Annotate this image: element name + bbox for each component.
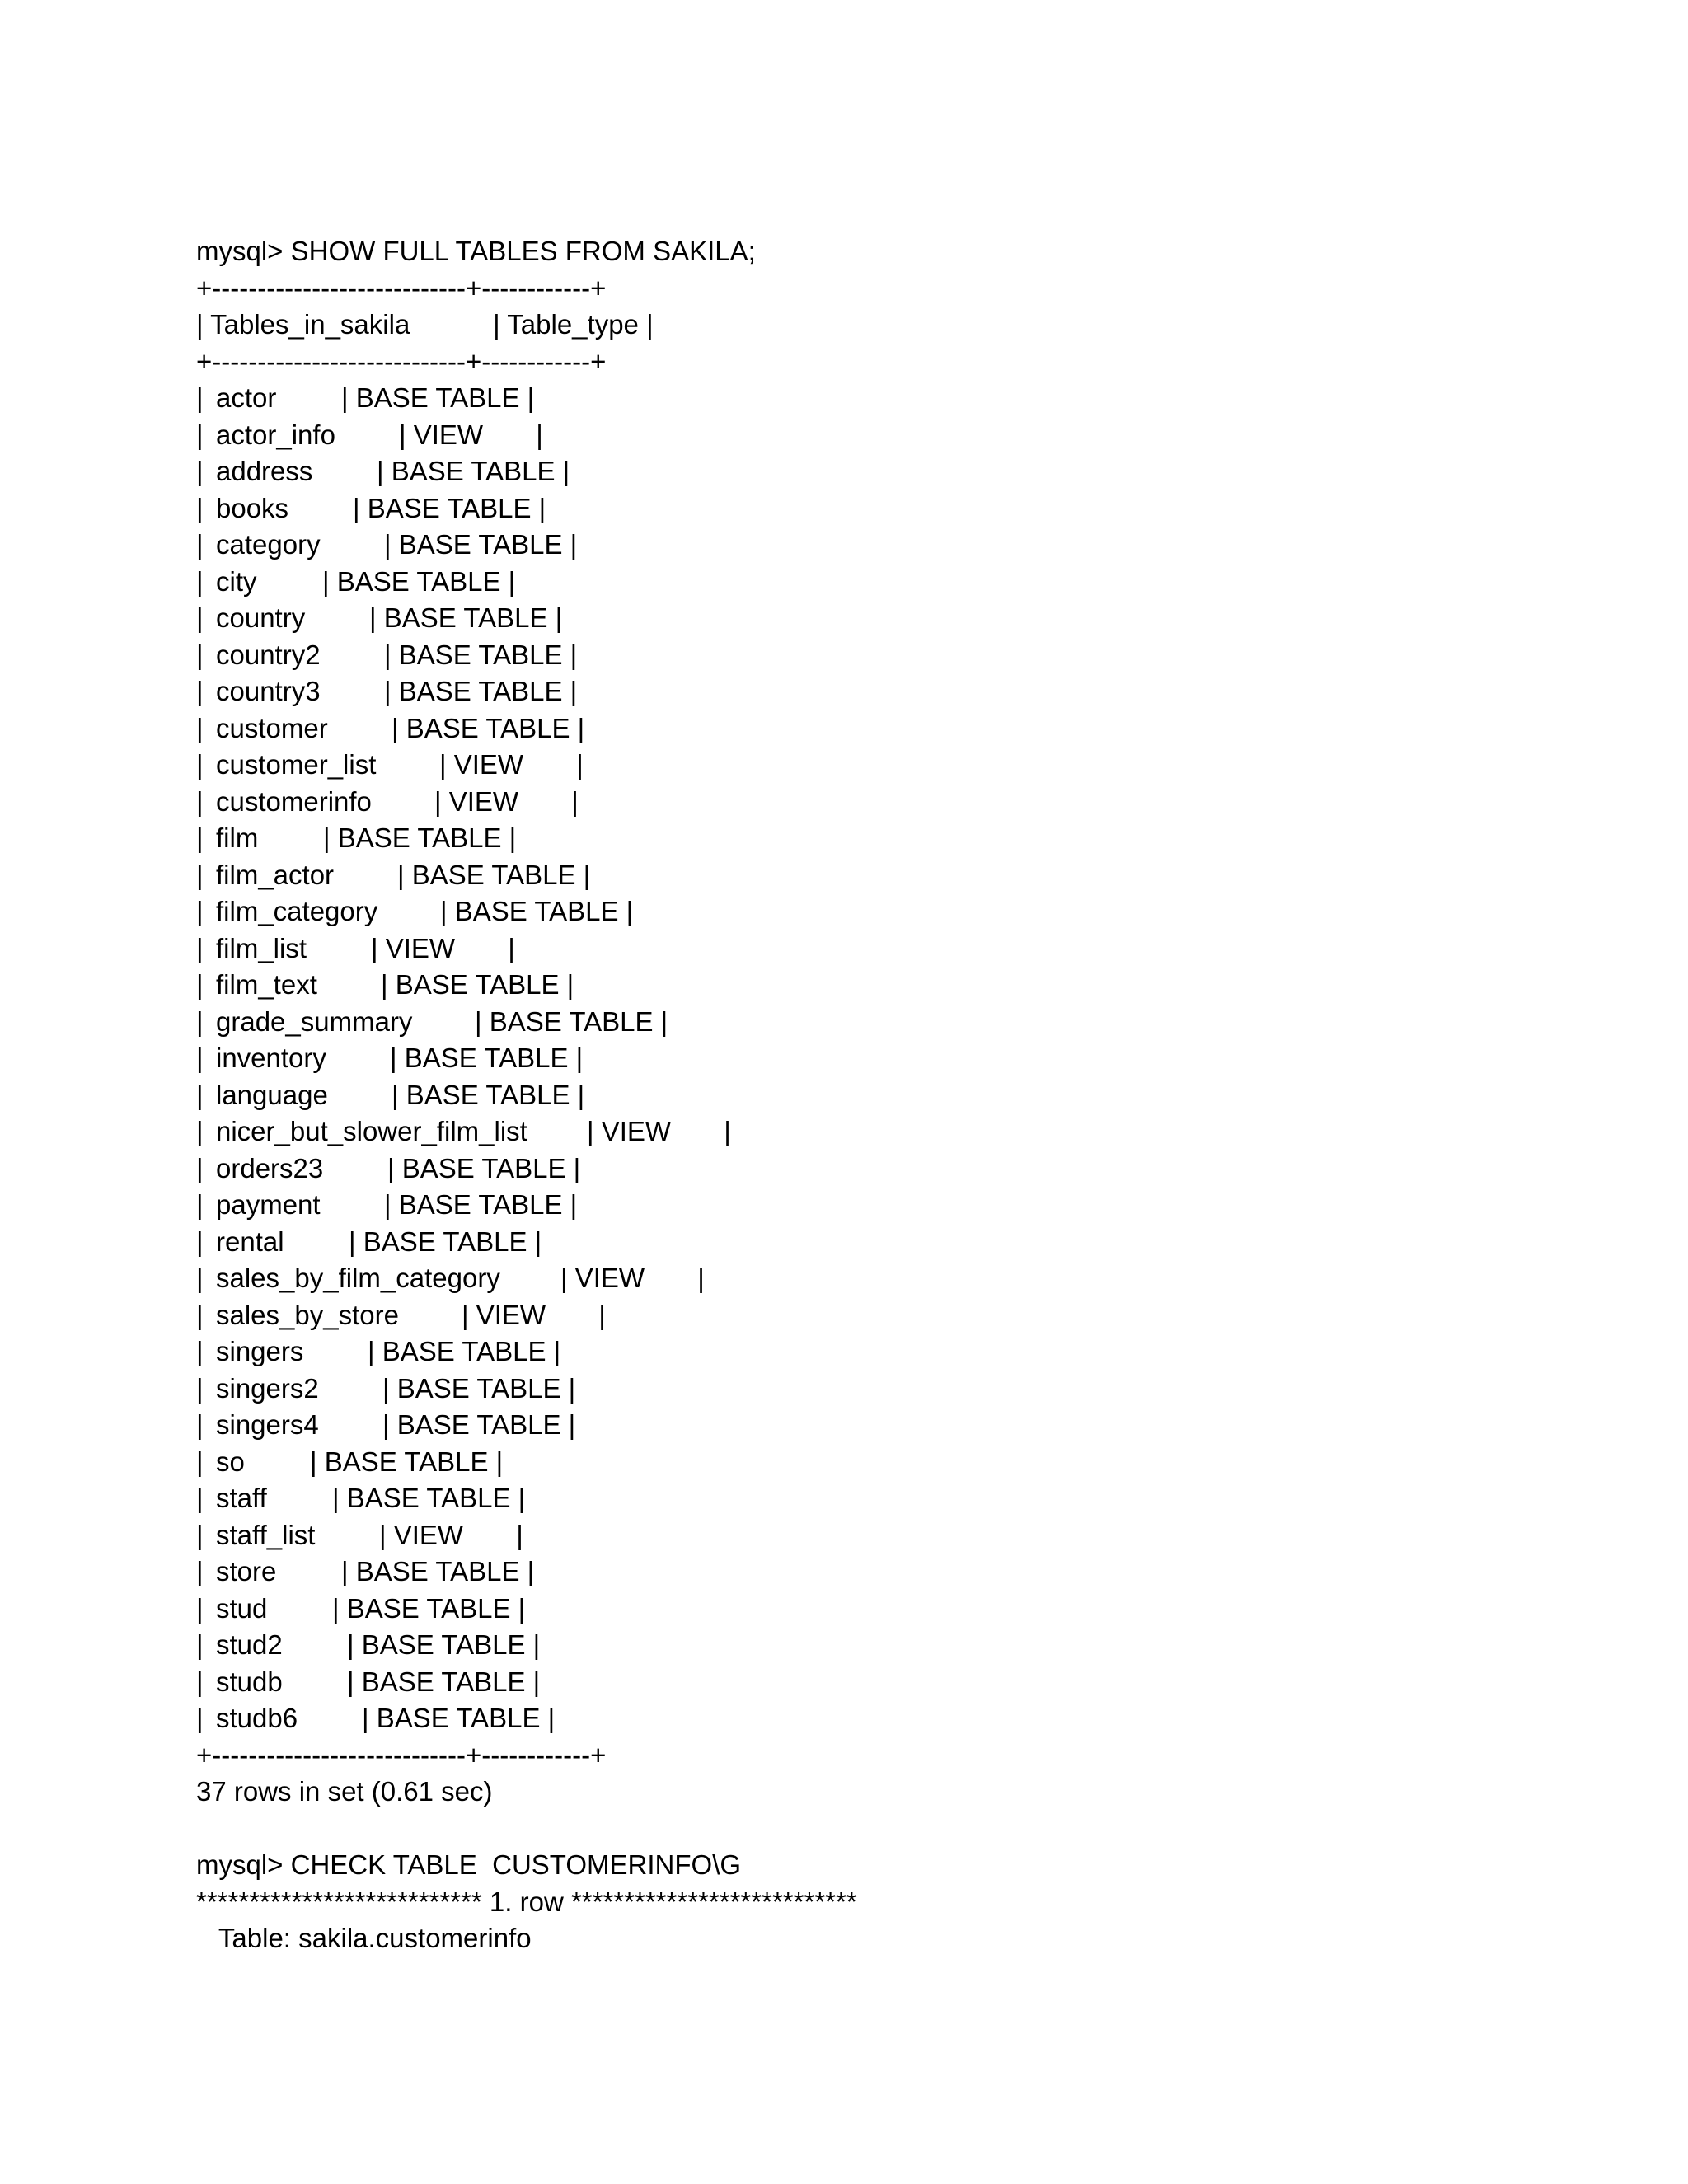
row-pipe: | [196,823,211,853]
table-name: country3 [216,676,321,706]
table-name: sales_by_film_category [216,1263,500,1293]
row-pipe: | [196,529,211,560]
table-type: | VIEW | [371,932,515,963]
table-type: | BASE TABLE | [397,859,591,890]
table-name: staff [216,1483,267,1513]
command-line-check-table: mysql> CHECK TABLE CUSTOMERINFO\G [196,1849,742,1880]
table-name: customerinfo [216,785,372,817]
table-type: | BASE TABLE | [341,1556,535,1586]
table-name: film_list [216,932,307,963]
table-type: | BASE TABLE | [382,1409,576,1440]
row-separator: *************************** 1. row *************************** [196,1886,857,1917]
row-pipe: | [196,1005,211,1037]
table-name: actor_info [216,419,335,450]
table-name: rental [216,1226,284,1257]
table-type: | BASE TABLE | [323,823,517,853]
table-name: grade_summary [216,1005,413,1037]
table-type: | BASE TABLE | [384,529,578,560]
table-type: | BASE TABLE | [381,969,574,1000]
check-table-result: Table: sakila.customerinfo [196,1923,532,1953]
table-name: singers [216,1336,304,1366]
table-name: actor [216,382,277,413]
table-type: | BASE TABLE | [362,1703,556,1733]
row-pipe: | [196,1666,211,1697]
row-pipe: | [196,1189,211,1220]
table-header-row: | Tables_in_sakila | Table_type | [196,309,654,340]
row-pipe: | [196,492,211,523]
table-border-bottom: +----------------------------+------------+ [196,1739,607,1770]
row-pipe: | [196,456,211,486]
result-summary: 37 rows in set (0.61 sec) [196,1776,493,1807]
table-type: | BASE TABLE | [347,1629,541,1660]
table-name: language [216,1079,328,1110]
table-type: | BASE TABLE | [347,1666,541,1697]
table-type: | VIEW | [434,785,579,817]
command-line-show-tables: mysql> SHOW FULL TABLES FROM SAKILA; [196,236,756,266]
table-name: city [216,565,257,597]
table-type: | VIEW | [462,1299,606,1330]
row-pipe: | [196,1483,211,1513]
table-name: customer [216,712,328,743]
table-type: | VIEW | [560,1263,705,1293]
row-pipe: | [196,896,211,926]
table-name: so [216,1446,245,1477]
row-pipe: | [196,1043,211,1073]
table-type: | BASE TABLE | [384,1189,578,1220]
row-pipe: | [196,676,211,706]
table-name: nicer_but_slower_film_list [216,1116,528,1146]
table-name: country [216,602,306,633]
table-name: books [216,492,289,523]
row-pipe: | [196,1372,211,1404]
row-pipe: | [196,1263,211,1293]
row-pipe: | [196,382,211,413]
table-type: | BASE TABLE | [332,1483,526,1513]
table-name: singers4 [216,1409,319,1440]
table-type: | BASE TABLE | [440,896,634,926]
table-type: | VIEW | [587,1116,731,1146]
row-pipe: | [196,859,211,890]
table-name: address [216,456,313,486]
row-pipe: | [196,1299,211,1330]
table-type: | BASE TABLE | [392,712,585,743]
row-pipe: | [196,1556,211,1586]
row-pipe: | [196,1703,211,1733]
table-type: | VIEW | [439,749,584,780]
row-pipe: | [196,602,211,633]
row-pipe: | [196,1336,211,1366]
table-name: category [216,529,321,560]
table-name: staff_list [216,1519,316,1550]
table-type: | VIEW | [379,1519,523,1550]
table-type: | BASE TABLE | [390,1043,584,1073]
row-pipe: | [196,785,211,817]
table-name: payment [216,1189,321,1220]
table-name: inventory [216,1043,326,1073]
table-type: | BASE TABLE | [392,1079,585,1110]
table-type: | BASE TABLE | [387,1152,581,1183]
row-pipe: | [196,1226,211,1257]
table-name: film_actor [216,859,335,890]
table-name: film_category [216,896,378,926]
table-name: orders23 [216,1152,324,1183]
table-type: | BASE TABLE | [368,1336,561,1366]
table-type: | BASE TABLE | [382,1372,576,1404]
table-type: | BASE TABLE | [322,565,516,597]
table-name: studb6 [216,1703,298,1733]
row-pipe: | [196,932,211,963]
table-name: stud2 [216,1629,283,1660]
row-pipe: | [196,1519,211,1550]
table-border-top: +----------------------------+------------+ [196,272,607,303]
table-type: | BASE TABLE | [349,1226,542,1257]
table-type: | VIEW | [399,419,543,450]
table-border-header: +----------------------------+------------+ [196,345,607,377]
row-pipe: | [196,1629,211,1660]
row-pipe: | [196,1079,211,1110]
table-type: | BASE TABLE | [475,1005,668,1037]
table-name: sales_by_store [216,1299,399,1330]
row-pipe: | [196,1409,211,1440]
table-name: studb [216,1666,283,1697]
table-type: | BASE TABLE | [384,639,578,670]
table-name: film_text [216,969,317,1000]
table-name: customer_list [216,749,377,780]
row-pipe: | [196,712,211,743]
row-pipe: | [196,1446,211,1477]
row-pipe: | [196,565,211,597]
table-type: | BASE TABLE | [384,676,578,706]
table-type: | BASE TABLE | [353,492,546,523]
table-type: | BASE TABLE | [369,602,563,633]
table-type: | BASE TABLE | [332,1592,526,1624]
table-name: stud [216,1592,268,1624]
table-name: singers2 [216,1372,319,1404]
row-pipe: | [196,749,211,780]
table-type: | BASE TABLE | [377,456,570,486]
table-name: store [216,1556,277,1586]
table-type: | BASE TABLE | [341,382,535,413]
row-pipe: | [196,969,211,1000]
row-pipe: | [196,1116,211,1146]
row-pipe: | [196,1592,211,1624]
row-pipe: | [196,639,211,670]
table-type: | BASE TABLE | [310,1446,504,1477]
table-name: country2 [216,639,321,670]
table-name: film [216,823,259,853]
row-pipe: | [196,419,211,450]
row-pipe: | [196,1152,211,1183]
